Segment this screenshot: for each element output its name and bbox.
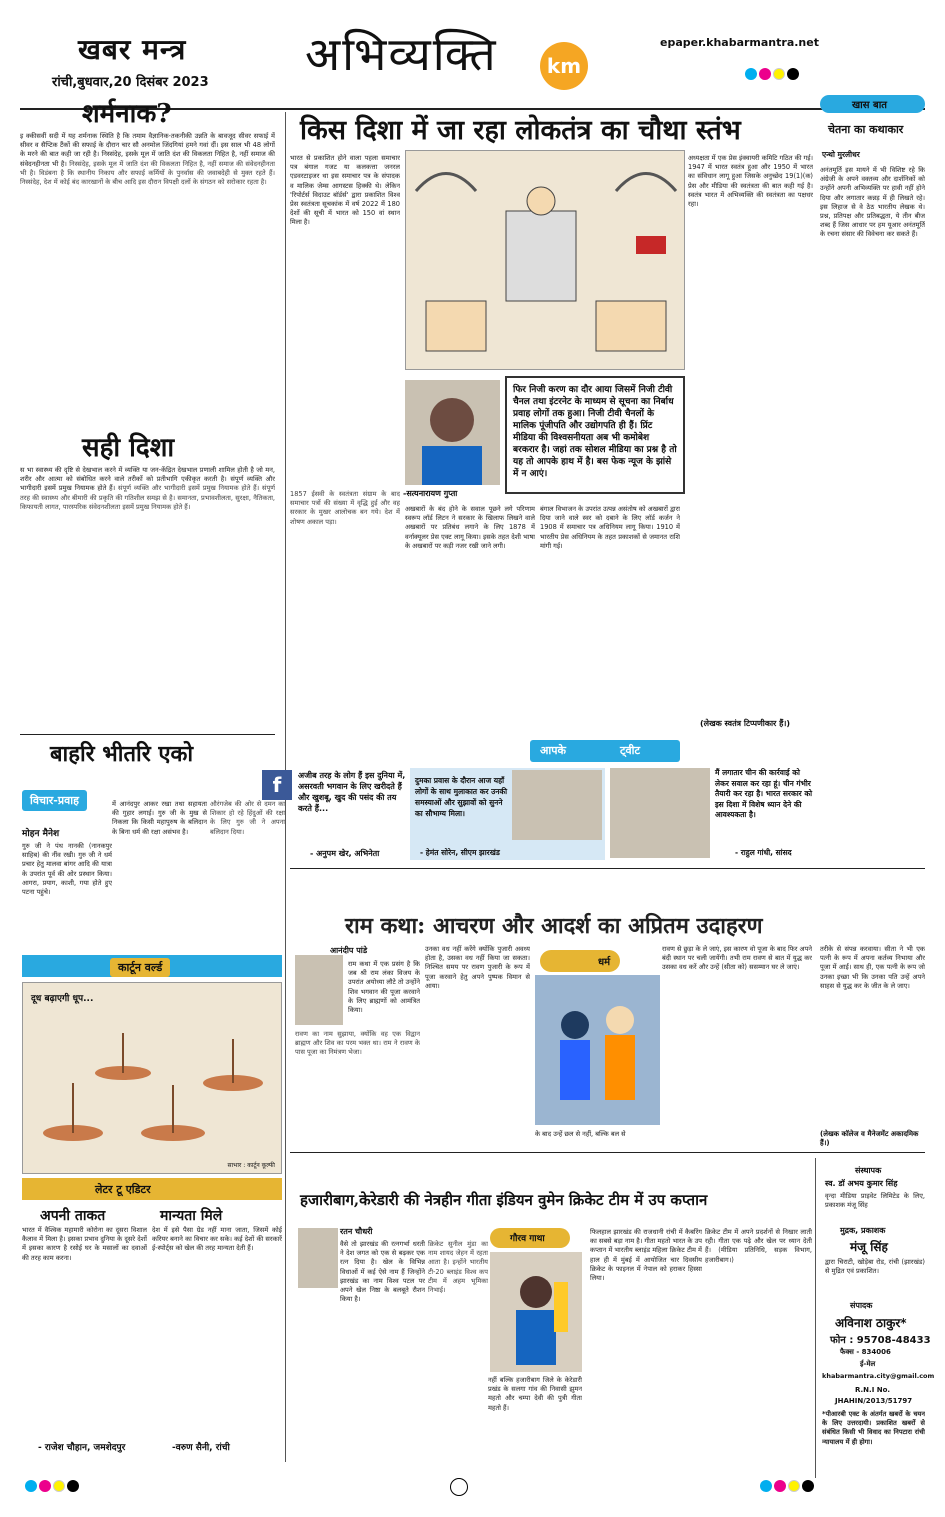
letters-tag: लेटर टू एडिटर xyxy=(95,1183,151,1196)
lead-pull-quote: फिर निजी करण का दौर आया जिसमें निजी टीवी चैनल तथा इंटरनेट के माध्यम से सूचना का निर्बाध प्रवाह लोगों तक हुआ। निजी टीवी चैनलों के मालिक पूंजीपति और उद्योगपति ही हैं। प्रिंट मीडिया की विश्वसनीयता अब भी कमोबेश बरकरार है। जहां तक सोशल मीडिया का प्रश्न है तो यह तो आपके हाथ में है। बस फेक न्यूज के झांसे में न आएं। xyxy=(505,376,685,494)
km-logo: km xyxy=(540,42,588,90)
facebook-icon: f xyxy=(262,770,292,800)
imprint-founder-label: संस्थापक xyxy=(855,1166,882,1175)
dateline: रांची,बुधवार,20 दिसंबर 2023 xyxy=(52,75,209,90)
footer-registration-right xyxy=(760,1480,814,1492)
tweet1-author: - अनुपम खेर, अभिनेता xyxy=(310,849,380,858)
viewpoint-author: मोहन मैनेश xyxy=(22,829,60,839)
cricket-body3: क्रिकेट टीम में अपने प्रदर्शनों से निखार लाती रही। गीता एक पढ़े और खेल पर ध्यान देती हैं। (मीडिया प्रतिनिधि, सड़क विभाग, हजारीबाग।) xyxy=(705,1228,812,1264)
imprint-editor-label: संपादक xyxy=(850,1301,873,1310)
ramkatha-body1: राम कथा में एक प्रसंग है कि जब श्री राम लंका विजय के उपरांत अयोध्या लौटे तो उन्होंने शिव भगवान की पूजा करवाने के लिए ब्राह्मणों को आमंत्रित किया। xyxy=(348,960,420,1015)
cricket-headline: हजारीबाग,केरेडारी की नेत्रहीन गीता इंडियन वुमेन क्रिकेट टीम में उप कप्तान xyxy=(300,1191,708,1209)
cartoon-credit: साभार : कार्टून कूल्फी xyxy=(227,1162,275,1169)
right-column-title: चेतना का कथाकार xyxy=(828,123,904,136)
right-column-author: एन्थो मुरलीधर xyxy=(822,150,860,159)
letter2-body: देश में इसे पैसा ग्रेड नहीं माना जाता, जिसमें कोई करियर बनाने का विचार कर सके। कई देशों की सरकारें ई-स्पोर्ट्स को खेल की तरह मान्यता देती हैं। xyxy=(152,1226,282,1253)
ramkatha-body3: रावण से छुड़ा के ले जाएं, इस कारण वो पूजा के बाद फिर अपने बंदी स्थान पर चली जायेंगी। तभी राम रावण से बात में युद्ध कर उसका वध करें और उन्हें (सीता को) ससम्मान घर ले जाएं। xyxy=(662,945,812,972)
letter1-title: अपनी ताकत xyxy=(40,1208,106,1224)
lead-col1: भारत से प्रकाशित होने वाला पहला समाचार पत्र बंगाल गजट या कलकत्ता जनरल एडवरटाइजर था इस समाचार पत्र के संपादक व मालिक जेम्स आगस्टस हिक्की थे। लेकिन 'रिपोर्टर्स विदाउट बॉर्डर्स' द्वारा प्रकाशित विश्व प्रेस स्वतंत्रता सूचकांक में वर्ष 2022 में 180 देशों की सूची में भारत को 150 वां स्थान मिला है। xyxy=(290,154,400,227)
editorial2-body: स भा स्वास्थ्य की दृष्टि से देखभाल करने में व्यक्ति या जन-केंद्रित देखभाल प्रणाली शामिल होती है जो मन, शरीर और आत्मा को संबोधित करने वाले तरीकों को प्रतीभागि एकीकृत करती है। संपूर्ण व्यक्ति और भागीदारी इसमें प्रमुख नियामक होते हैं। संपूर्ण व्यक्ति और भागीदारी इसमें प्रमुख नियामक होते हैं। संपूर्ण तरह की स्वास्थ्य और बीमारी की प्रकृति की गतिशील समझ से है। समानता, प्रभावशीलता, सुरक्षा, नैतिकता, किफायती लागत, पारस्परिक संवेदनशीलता इसमें प्रमुख नियामक होते हैं। xyxy=(20,466,275,511)
ramkatha-caption: के बाद उन्हें छल से नहीं, बल्कि बल से xyxy=(535,1130,626,1138)
tweet3-author: - राहुल गांधी, सांसद xyxy=(735,848,792,857)
cricket-author: रतन चौधरी xyxy=(340,1227,373,1236)
imprint-rni-number: JHAHIN/2013/51797 xyxy=(835,1397,913,1405)
editorial1-title: शर्मनाक? xyxy=(82,99,172,129)
viewpoint-tag: विचार-प्रवाह xyxy=(22,790,87,811)
lead-author: -सत्यनारायण गुप्ता xyxy=(403,489,458,498)
ramkatha-body4: तरीके से संपन्न करवाया। सीता ने भी एक पत्नी के रूप में अपना कर्तव्य निभाया और पूजा में आईं। साथ ही, एक पत्नी के रूप जो उनका इच्छा भी कि उनका पति उन्हें अपने साहस से युद्ध कर के जीत के ले जाए। xyxy=(820,945,925,990)
cartoon-image xyxy=(22,982,282,1174)
cricket-author-photo xyxy=(298,1228,338,1288)
editorial1-body: इ क्कीसवीं सदी में यह शर्मनाक स्थिति है कि तमाम वैज्ञानिक-तकनीकी उन्नति के बावजूद सीवर सफाई में सीवर व सैप्टिक टैंकों की सफाई के दौरान चार सौ अनमोल जिंदगियां हमने गवां दीं। इस साल भी 48 लोगों के मरने की बात कही जा रही है। निस्संदेह, इसके मूल में जाति दंश की विकलता निहित है, नहीं समाज की संवेदनहीनता भी है। निस्संदेह, इसके मूल में जाति दंश की विकलता निहित है, नहीं समाज की संवेदनहीनता भी है। विडंबना है कि स्थानीय निकाय और सफाई कर्मियों के पुनर्वास की जवाबदेही से मुक्त रहते हैं। निस्संदेह, देश में कोई बंद कारखानों के बीच आदि इस दौरान विपक्षी दलों के संगठन को सरोकार रहता है। xyxy=(20,132,275,187)
ramkatha-body1-cont: रावण का नाम सुझाया, क्योंकि वह एक विद्वान ब्राह्मण और शिव का परम भक्त था। राम ने रावण के पास पूजा का निमंत्रण भेजा। xyxy=(295,1030,420,1057)
right-column-body: अनंतमूर्ति इस मायने में भी विशिष्ट रहे कि अंग्रेजी के अपने वक्तव्य और दार्शनिकों को उन्होंने अपनी अभिव्यक्ति पर हावी नहीं होने दिया और लगातार कन्नड़ में ही लिखते रहे। इस लिहाज से वे ठेठ भारतीय लेखक थे। प्रश्न, प्रतिपक्ष और प्रतिबद्धता, ये तीन बीज शब्द हैं जिस आधार पर हम यूआर अनंतमूर्ति के रचना संसार की विवेचना कर सकते हैं। xyxy=(820,166,925,239)
lead-headline: किस दिशा में जा रहा लोकतंत्र का चौथा स्तंभ xyxy=(300,115,741,146)
lead-col2: अखबारों के बंद होने के सवाल पूछने लगे परिणाम स्वरूप लॉर्ड लिटन ने सरकार के खिलाफ लिखने वाले अखबारों पर प्रतिबंध लगाने के लिए 1878 में वर्नाक्यूलर प्रेस एक्ट लागू किया। इसके तहत देशी भाषा के अखबारों पर कड़ी नजर रखी जाने लगी। xyxy=(405,505,535,550)
cricket-tag: गौरव गाथा xyxy=(510,1234,545,1244)
registration-mark-icon xyxy=(450,1478,468,1496)
epaper-url[interactable]: epaper.khabarmantra.net xyxy=(660,36,819,49)
imprint-email[interactable]: khabarmantra.city@gmail.com xyxy=(822,1372,935,1380)
imprint-fax: फैक्स - 834006 xyxy=(840,1348,891,1356)
masthead-brand: खबर मन्त्र xyxy=(78,33,187,66)
ramkatha-tag: धर्म xyxy=(598,957,611,968)
imprint-printer-label: मुद्रक, प्रकाशक xyxy=(840,1226,886,1235)
cricket-caption: नहीं बल्कि हजारीबाग जिले के केरेडारी प्रखंड के सलगा गांव की निवासी झुमन महतो और चम्पा देवी की पुत्री गीता महतो हैं। xyxy=(488,1376,582,1412)
ramkatha-image xyxy=(535,975,660,1125)
imprint-publisher-name: मंजू सिंह xyxy=(850,1240,888,1254)
tweet1-text: अजीब तरह के लोग हैं इस दुनिया में, असरवती भगवान के लिए खरीदते हैं और खुशबू, खुद की पसंद की तय करते हैं... xyxy=(298,771,406,813)
lead-col1-cont: 1857 ईसवी के स्वतंत्रता संग्राम के बाद समाचार पत्रों की संख्या में वृद्धि हुई और वह सरकार के मुखर आलोचक बन गये। देश में शोषण अकाल पड़ा। xyxy=(290,490,400,526)
viewpoint-body: गुरु जी ने पंथ नानकी (नानकपुर साहिब) की नींव रखी। गुरु जी ने धर्म प्रचार हेतु मालवा बांगर आदि की यात्रा के उपरांत पूर्व की ओर प्रस्थान किया। आगरा, प्रयाग, काशी, गया होते हुए पटना पहुंचे। xyxy=(22,842,112,897)
letter1-author: - राजेश चौहान, जमशेदपुर xyxy=(38,1443,126,1453)
lead-col4: अध्यक्षता में एक प्रेस इंक्वायरी कमिटि गठित की गई। 1947 में भारत स्वतंत्र हुआ और 1950 में भारत का संविधान लागू हुआ जिसके अनुच्छेद 19(1)(क) प्रेस और मीडिया की स्वतंत्रता की बात कही गई है। स्वतंत्र भारत में अभिव्यक्ति की स्वतंत्रता का पक्षधर रहा। xyxy=(688,154,813,209)
geeta-photo xyxy=(490,1252,582,1372)
tweets-header-right: ट्वीट xyxy=(620,744,641,757)
section-title: अभिव्यक्ति xyxy=(305,27,498,81)
ramkatha-author-photo xyxy=(295,955,343,1025)
imprint-rni-label: R.N.I No. xyxy=(855,1386,891,1394)
ramkatha-author: आनंदीप पांडे xyxy=(330,946,368,955)
lead-col3: बंगाल विभाजन के उपरांत उत्पन्न असंतोष को अखबारों द्वारा दिया जाने वाले स्वर को दबाने के लिए लॉर्ड कर्जन ने 1908 में समाचार पत्र अधिनियम लागू किया। 1910 में भारतीय प्रेस अधिनियम के तहत प्रकाशकों से जमानत राशि मांगी गई। xyxy=(540,505,680,550)
cricket-body2: फिलहाल झारखंड की राजधानी रांची में कैबरिंग का सबसे बड़ा नाम है। गीता महतो भारत के उप कप्तान में भारतीय ब्लाइंड महिला क्रिकेट टीम में हाल ही में मुंबई में आयोजित चार दिवसीय क्रिकेट के फाइनल में नेपाल को हराकर हिस्सा लिया। xyxy=(590,1228,702,1283)
imprint-editor: अविनाश ठाकुर* xyxy=(835,1316,907,1330)
letter2-title: मान्यता मिले xyxy=(160,1208,223,1224)
imprint-phone: फोन : 95708-48433 xyxy=(830,1335,931,1346)
author-photo xyxy=(405,380,500,485)
cmyk-registration-dots xyxy=(745,68,799,80)
ramkatha-body2: उनका वध नहीं करेंगे क्योंकि पुजारी अवध्य होता है, उसका वध नहीं किया जा सकता। निश्चित समय पर रावण पुजारी के रूप में पूजा करवाने हेतु अपने पुष्पक विमान से आया। xyxy=(425,945,530,990)
hemant-soren-photo xyxy=(512,770,602,840)
tweet2-text: दुमका प्रवास के दौरान आज यहाँ लोगों के साथ मुलाकात कर उनकी समस्याओं और सुझावों को सुनने का सौभाग्य मिला। xyxy=(415,776,508,818)
cricket-body1-cont: क्रिकेट सुनील मुंडा का नाम शायद जेहन में रहता आता है। इन्होंने भारतीय टी-20 ब्लाइंड विश्व कप टीम में अहम भूमिका निभाई। xyxy=(428,1240,488,1295)
imprint-publisher-line: वृन्दा मीडिया प्राइवेट लिमिटेड के लिए, प्रकाशक मंजू सिंह xyxy=(825,1192,925,1210)
imprint-footnote: *पीआरबी एक्ट के अंतर्गत खबरों के चयन के लिए उत्तरदायी। प्रकाशित खबरों से संबंधित किसी भी विवाद का निपटारा रांची न्यायालय में ही होगा। xyxy=(822,1410,925,1446)
rahul-gandhi-photo xyxy=(610,768,710,858)
viewpoint-body-3: औरंगजेब की ओर से दमन का शिकार हो रहे हिंदुओं की रक्षा के लिए गुरु जी ने अपना बलिदान दिया। xyxy=(210,800,285,836)
imprint-email-label: ई-मेल xyxy=(860,1360,876,1368)
tweets-header-left: आपके xyxy=(540,744,566,757)
letter2-author: -वरुण सैनी, रांची xyxy=(172,1443,230,1453)
tweet3-text: मैं लगातार चीन की कार्रवाई को लेकर सवाल कर रहा हूं। चीन गंभीर तैयारी कर रहा है। भारत सरकार को इस दिशा में विशेष ध्यान देने की आवश्यकता है। xyxy=(715,768,813,819)
viewpoint-body-2: में आनंदपुर आकर रखा तथा सहायता की गुहार लगाई। गुरु जी के मुख से निकला कि किसी महापुरुष के बलिदान के बिना धर्म की रक्षा असंभव है। xyxy=(112,800,207,836)
right-column-tag: खास बात xyxy=(852,100,888,111)
lead-cartoon xyxy=(405,150,685,370)
footer-registration-left xyxy=(25,1480,79,1492)
imprint-founder: स्व. डॉ अभय कुमार सिंह xyxy=(825,1179,898,1188)
imprint-address: द्वारा चिराटी, खोड़ेबा रोड, रांची (झारखंड) से मुद्रित एवं प्रकाशित। xyxy=(825,1258,925,1276)
lead-author-note: (लेखक स्वतंत्र टिप्पणीकार हैं।) xyxy=(700,719,791,728)
editorial2-title: सही दिशा xyxy=(82,433,175,463)
letter1-body: भारत में वैश्विक महामारी कोरोना का दूसरा विशाल कैलाव में मिला है। इसका प्रभाव दुनिया के दूसरे देशों में इसका कारण है रसोई घर के मसालों का दवाओं की तरह काम करना। xyxy=(22,1226,147,1262)
ramkatha-author-note: (लेखक कॉलेज व मैनेजमेंट अकादमिक हैं।) xyxy=(820,1130,919,1147)
cricket-body1: वैसे तो झारखंड की रत्नगर्भा धरती ने देश जगत को एक से बढ़कर एक रत्न दिया है। खेल के विभिन्न विधाओं में कई ऐसे नाम हैं जिन्होंने झारखंड का नाम विश्व पटल पर अपने खेल निष्ठा के बलबूते रौशन किया है। xyxy=(340,1240,425,1304)
cartoon-tag: कार्टून वर्ल्ड xyxy=(110,958,170,977)
ramkatha-headline: राम कथा: आचरण और आदर्श का अप्रितम उदाहरण xyxy=(345,913,763,939)
cartoon-caption: दूध बढ़ाएगी धूप... xyxy=(31,994,94,1004)
column-title: बाहरि भीतरि एको xyxy=(50,741,194,767)
tweet2-author: - हेमंत सोरेन, सीएम झारखंड xyxy=(420,848,500,857)
